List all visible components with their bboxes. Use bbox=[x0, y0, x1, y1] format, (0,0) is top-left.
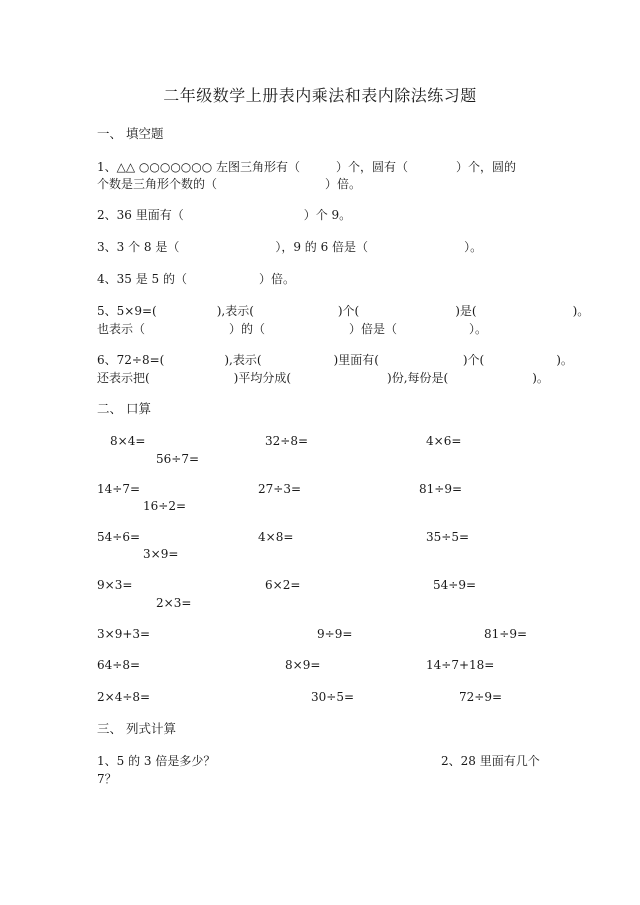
mental-math-problem: 2×4÷8= bbox=[97, 690, 151, 704]
mental-math-problem: 64÷8= bbox=[97, 658, 141, 672]
question-4: 4、35 是 5 的（ ）倍。 bbox=[97, 272, 295, 286]
question-6-line-1: 6、72÷8=( ),表示( )里面有( )个( )。 bbox=[97, 353, 573, 367]
mental-math-problem: 3×9+3= bbox=[97, 627, 151, 641]
mental-math-problem: 54÷9= bbox=[433, 578, 477, 592]
section-heading-written-calc: 三、 列式计算 bbox=[97, 721, 176, 736]
question-5-line-1: 5、5×9=( ),表示( )个( )是( )。 bbox=[97, 304, 590, 318]
mental-math-problem: 56÷7= bbox=[156, 452, 200, 466]
mental-math-problem: 32÷8= bbox=[265, 434, 309, 448]
mental-math-problem: 4×8= bbox=[258, 530, 294, 544]
mental-math-problem: 16÷2= bbox=[143, 499, 187, 513]
mental-math-problem: 54÷6= bbox=[97, 530, 141, 544]
mental-math-problem: 9÷9= bbox=[317, 627, 353, 641]
question-1-line-1: 1、△△ ○○○○○○○ 左图三角形有（ ）个，圆有（ ）个，圆的 bbox=[97, 160, 517, 174]
mental-math-problem: 8×4= bbox=[110, 434, 146, 448]
mental-math-problem: 14÷7= bbox=[97, 482, 141, 496]
mental-math-problem: 9×3= bbox=[97, 578, 133, 592]
mental-math-problem: 8×9= bbox=[285, 658, 321, 672]
question-1-line-2: 个数是三角形个数的（ ）倍。 bbox=[97, 177, 362, 191]
question-5-line-2: 也表示（ ）的（ ）倍是（ ）。 bbox=[97, 322, 488, 336]
question-6-line-2: 还表示把( )平均分成( )份,每份是( )。 bbox=[97, 371, 549, 385]
section-heading-mental-math: 二、 口算 bbox=[97, 401, 151, 416]
mental-math-problem: 81÷9= bbox=[484, 627, 528, 641]
question-3: 3、3 个 8 是（ ），9 的 6 倍是（ ）。 bbox=[97, 240, 483, 254]
mental-math-problem: 35÷5= bbox=[426, 530, 470, 544]
mental-math-problem: 72÷9= bbox=[459, 690, 503, 704]
word-problem-1: 1、5 的 3 倍是多少？ bbox=[97, 754, 216, 768]
mental-math-problem: 4×6= bbox=[426, 434, 462, 448]
mental-math-problem: 2×3= bbox=[156, 596, 192, 610]
page-title: 二年级数学上册表内乘法和表内除法练习题 bbox=[163, 86, 477, 105]
mental-math-problem: 27÷3= bbox=[258, 482, 302, 496]
mental-math-problem: 14÷7+18= bbox=[426, 658, 495, 672]
word-problem-2-line-1: 2、28 里面有几个 bbox=[441, 754, 540, 768]
mental-math-problem: 81÷9= bbox=[419, 482, 463, 496]
mental-math-problem: 3×9= bbox=[143, 547, 179, 561]
word-problem-2-line-2: 7？ bbox=[97, 772, 117, 786]
question-2: 2、36 里面有（ ）个 9。 bbox=[97, 208, 352, 222]
mental-math-problem: 6×2= bbox=[265, 578, 301, 592]
mental-math-problem: 30÷5= bbox=[311, 690, 355, 704]
section-heading-fill-in: 一、 填空题 bbox=[97, 126, 164, 141]
